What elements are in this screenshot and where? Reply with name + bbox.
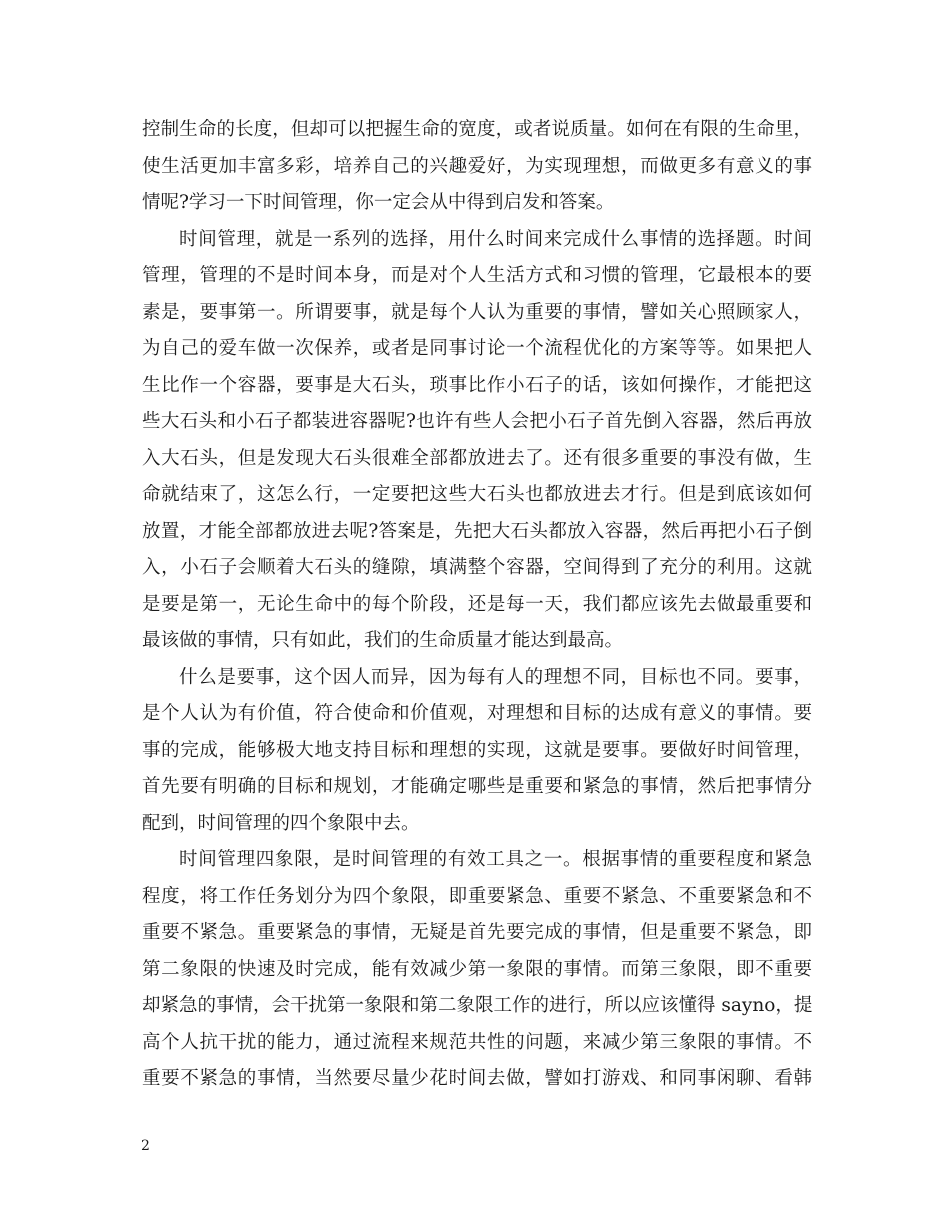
text-line: 入，小石子会顺着大石头的缝隙，填满整个容器，空间得到了充分的利用。这就 bbox=[142, 557, 812, 578]
text-line: 生比作一个容器，要事是大石头，琐事比作小石子的话，该如何操作，才能把这 bbox=[142, 374, 812, 396]
text-line: 控制生命的长度，但却可以把握生命的宽度，或者说质量。如何在有限的生命里， bbox=[142, 119, 812, 140]
text-line: 素是，要事第一。所谓要事，就是每个人认为重要的事情，譬如关心照顾家人， bbox=[142, 301, 812, 323]
page-number: 2 bbox=[141, 1138, 150, 1154]
text-line: 什么是要事，这个因人而异，因为每有人的理想不同，目标也不同。要事， bbox=[179, 666, 812, 688]
text-line: 第二象限的快速及时完成，能有效减少第一象限的事情。而第三象限，即不重要 bbox=[142, 958, 812, 980]
text-line: 事的完成，能够极大地支持目标和理想的实现，这就是要事。要做好时间管理， bbox=[142, 739, 812, 761]
text-line: 程度，将工作任务划分为四个象限，即重要紧急、重要不紧急、不重要紧急和不 bbox=[142, 885, 812, 907]
text-line: 些大石头和小石子都装进容器呢?也许有些人会把小石子首先倒入容器，然后再放 bbox=[142, 411, 812, 432]
text-line: 最该做的事情，只有如此，我们的生命质量才能达到最高。 bbox=[142, 630, 624, 651]
text-line: 为自己的爱车做一次保养，或者是同事讨论一个流程优化的方案等等。如果把人 bbox=[142, 338, 812, 359]
text-line: 却紧急的事情，会干扰第一象限和第二象限工作的进行，所以应该懂得 sayno，提 bbox=[142, 995, 813, 1016]
text-line: 高个人抗干扰的能力，通过流程来规范共性的问题，来减少第三象限的事情。不 bbox=[142, 1031, 812, 1053]
text-line: 重要不紧急。重要紧急的事情，无疑是首先要完成的事情，但是重要不紧急，即 bbox=[142, 922, 812, 943]
body-text bbox=[142, 112, 812, 1098]
text-line: 入大石头，但是发现大石头很难全部都放进去了。还有很多重要的事没有做，生 bbox=[142, 447, 812, 469]
text-line: 首先要有明确的目标和规划，才能确定哪些是重要和紧急的事情，然后把事情分 bbox=[142, 776, 812, 797]
text-line: 是个人认为有价值，符合使命和价值观，对理想和目标的达成有意义的事情。要 bbox=[142, 703, 812, 724]
text-line: 管理，管理的不是时间本身，而是对个人生活方式和习惯的管理，它最根本的要 bbox=[142, 265, 812, 286]
text-line: 放置，才能全部都放进去呢?答案是，先把大石头都放入容器，然后再把小石子倒 bbox=[142, 520, 812, 542]
text-line: 配到，时间管理的四个象限中去。 bbox=[142, 812, 420, 834]
text-line: 是要是第一，无论生命中的每个阶段，还是每一天，我们都应该先去做最重要和 bbox=[142, 593, 812, 615]
text-line: 重要不紧急的事情，当然要尽量少花时间去做，譬如打游戏、和同事闲聊、看韩 bbox=[142, 1068, 812, 1089]
text-line: 情呢?学习一下时间管理，你一定会从中得到启发和答案。 bbox=[142, 192, 615, 213]
text-line: 时间管理四象限，是时间管理的有效工具之一。根据事情的重要程度和紧急 bbox=[179, 849, 812, 870]
text-line: 时间管理，就是一系列的选择，用什么时间来完成什么事情的选择题。时间 bbox=[179, 228, 812, 250]
text-line: 使生活更加丰富多彩，培养自己的兴趣爱好，为实现理想，而做更多有意义的事 bbox=[142, 155, 812, 177]
text-line: 命就结束了，这怎么行，一定要把这些大石头也都放进去才行。但是到底该如何 bbox=[142, 484, 812, 505]
